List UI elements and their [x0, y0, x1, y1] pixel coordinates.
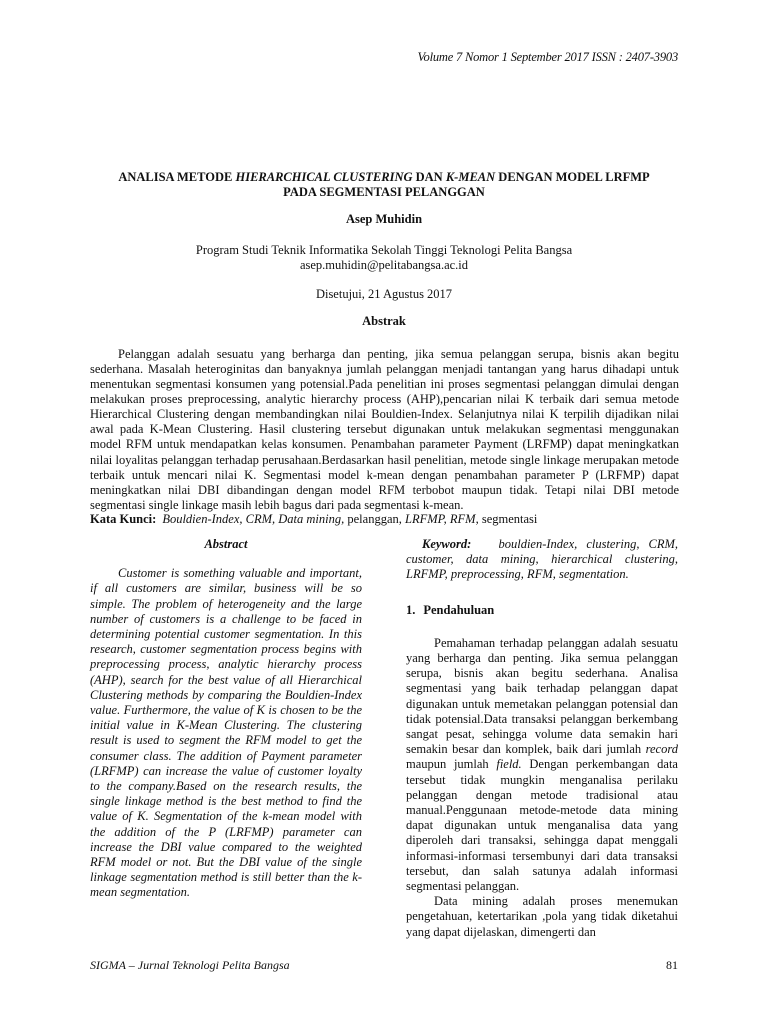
title-part: ANALISA METODE: [118, 170, 236, 184]
section-title: Pendahuluan: [423, 602, 495, 617]
title-part: DAN: [412, 170, 446, 184]
title-part: DENGAN MODEL LRFMP: [495, 170, 650, 184]
abstrak-text: Pelanggan adalah sesuatu yang berharga dan penting, jika semua pelanggan serupa, bisnis akan begitu sederhana. Masalah heteroginitas dan banyaknya jumlah pelanggan menjadi tantangan yang harus dihadapi untuk menentukan segmentasi konsumen yang potensial.Pada penelitian ini proses segmentasi pelanggan dimulai dengan melakukan proses preprocessing, analytic hierarchy process (AHP),pencarian nilai K terbaik dari semua metode Hierarchical Clustering dengan membandingkan nilai Bouldien-Index. Selanjutnya nilai K terpilih dijadikan nilai awal pada K-Mean Clustering. Hasil clustering tersebut digunakan untuk melakukan segmentasi menggunakan model RFM untuk mendapatkan kelas konsumen. Penambahan parameter Payment (LRFMP) dapat meningkatkan nilai loyalitas pelanggan terhadap perusahaan.Berdasarkan hasil penelitian, metode single linkage merupakan metode terbaik untuk mencari nilai K. Segmentasi model k-mean dengan penambahan parameter P (LRFMP) dapat meningkatkan nilai DBI dibandingan dengan model RFM terbobot maupun tidak. Tetapi nilai DBI metode segmentasi single linkage masih lebih bagus dari pada segmentasi k-mean.: [90, 346, 679, 513]
keyword-text: bouldien-Index, clustering, CRM, customer, data mining, hierarchical clustering, LRFMP, preprocessing, RFM, segmentation.: [406, 537, 679, 582]
keyword-label: Keyword:: [422, 537, 472, 551]
kata-kunci-italic: Bouldien-Index, CRM, Data mining,: [162, 512, 345, 526]
author-email: asep.muhidin@pelitabangsa.ac.id: [299, 258, 469, 272]
title-part-italic: K-MEAN: [445, 170, 496, 184]
approval-date: Disetujui, 21 Agustus 2017: [315, 287, 453, 301]
kata-kunci-plain: pelanggan,: [344, 512, 405, 526]
kata-kunci-label: Kata Kunci:: [90, 512, 157, 526]
intro-paragraph-1: [406, 636, 678, 894]
kata-kunci: [90, 512, 679, 527]
keyword-block: [406, 537, 678, 583]
abstract-heading: Abstract: [204, 537, 248, 551]
footer-journal-name: SIGMA – Jurnal Teknologi Pelita Bangsa: [90, 958, 290, 972]
affiliation: Program Studi Teknik Informatika Sekolah Tinggi Teknologi Pelita Bangsa: [195, 243, 573, 257]
para-text: Dengan perkembangan data tersebut tidak mungkin menganalisa perilaku pelanggan dengan metode tradisional atau manual.Penggunaan metode-metode data mining dapat digunakan untuk menganalisa data yang diperoleh dari transaksi, sehingga dapat menggali informasi-informasi tersembunyi dari data transaksi tersebut, dan salah satunya adalah informasi segmentasi pelanggan.: [406, 757, 678, 894]
abstract-text: Customer is something valuable and important, if all customers are similar, business will be so simple. The problem of heterogeneity and the large number of customers is a challenge to be faced in determining potential customer segmentation. In this research, customer segmentation process begins with preprocessing process, analytic hierarchy process (AHP), search for the best value of all Hierarchical Clustering methods by comparing the Bouldien-Index value. Furthermore, the value of K is chosen to be the initial value in K-Mean Clustering. The clustering result is used to segment the RFM model to get the consumer class. The addition of Payment parameter (LRFMP) can increase the value of customer loyalty to the company.Based on the research results, the single linkage method is the best method to find the value of K. Segmentation of the k-mean model with the addition of the P (LRFMP) parameter can increase the DBI value compared to the weighted RFM model or not. But the DBI value of the single linkage segmentation method is still better than the k-mean segmentation.: [90, 566, 362, 900]
title-line-2: PADA SEGMENTASI PELANGGAN: [283, 185, 485, 199]
para-text: maupun jumlah: [406, 757, 497, 772]
para-italic: field.: [496, 757, 522, 772]
para-italic: record: [645, 742, 678, 757]
paper-title: [90, 170, 678, 200]
right-column: [406, 537, 678, 940]
abstrak-heading: Abstrak: [362, 314, 406, 328]
journal-issue-header: Volume 7 Nomor 1 September 2017 ISSN : 2407-3903: [417, 50, 678, 64]
title-part-italic: HIERARCHICAL CLUSTERING: [235, 170, 413, 184]
intro-paragraph-2: Data mining adalah proses menemukan pengetahuan, ketertarikan ,pola yang tidak diketahui yang dapat dijelaskan, dimengerti dan: [406, 894, 678, 939]
kata-kunci-plain: segmentasi: [478, 512, 538, 526]
affiliation-block: [90, 243, 678, 273]
section-heading: [406, 603, 678, 618]
author-name: Asep Muhidin: [345, 212, 423, 226]
kata-kunci-italic: LRFMP, RFM,: [405, 512, 479, 526]
left-column: [90, 537, 362, 901]
footer-page-number: 81: [666, 958, 678, 972]
para-text: Pemahaman terhadap pelanggan adalah sesuatu yang berharga dan penting. Jika semua pelanggan serupa, bisnis akan begitu sederhana. Analisa segmentasi yang baik terhadap pelanggan dapat digunakan untuk memetakan pelanggan potensial dan tidak potensial.Data transaksi pelanggan berkembang sangat pesat, sehingga volume data semakin hari semakin besar dan komplek, baik dari jumlah: [406, 635, 678, 757]
section-number: 1.: [406, 602, 416, 617]
